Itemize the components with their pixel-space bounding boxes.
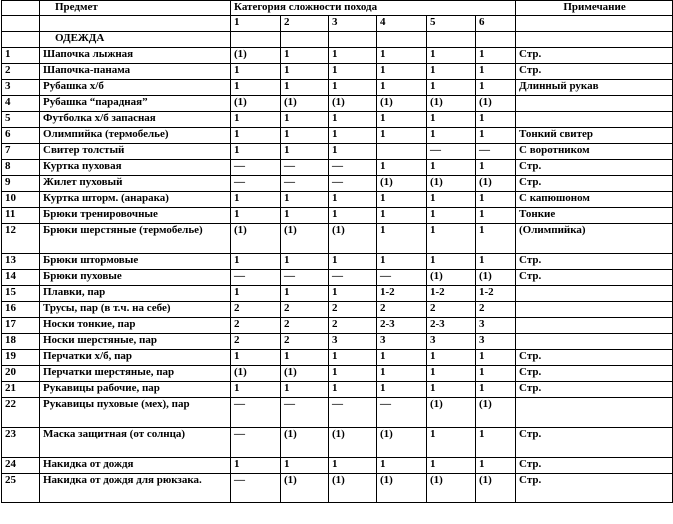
level-5-value: 1 [427, 254, 476, 270]
note-cell [516, 112, 673, 128]
header-levels-blank-3 [516, 16, 673, 32]
level-1-value: 2 [231, 318, 281, 334]
level-6-value: 1 [476, 160, 516, 176]
level-1-value: — [231, 160, 281, 176]
note-cell: Тонкий свитер [516, 128, 673, 144]
level-4-value: 1 [377, 192, 427, 208]
level-6-value: 1 [476, 128, 516, 144]
note-cell: Стр. [516, 176, 673, 192]
section-blank [231, 32, 281, 48]
item-name: Футболка х/б запасная [40, 112, 231, 128]
level-3-value: 1 [329, 382, 377, 398]
level-1-value: — [231, 398, 281, 428]
level-6-value: 1 [476, 458, 516, 474]
item-name: Перчатки шерстяные, пар [40, 366, 231, 382]
level-5: 5 [427, 16, 476, 32]
row-number: 25 [2, 474, 40, 503]
level-3-value: (1) [329, 96, 377, 112]
row-number: 20 [2, 366, 40, 382]
level-2-value: 2 [281, 334, 329, 350]
note-cell [516, 398, 673, 428]
level-5-value: 2-3 [427, 318, 476, 334]
level-6-value: 1 [476, 48, 516, 64]
item-name: Брюки штормовые [40, 254, 231, 270]
level-4-value: (1) [377, 428, 427, 458]
table-row [2, 334, 673, 350]
row-number: 10 [2, 192, 40, 208]
level-4-value: 1 [377, 208, 427, 224]
level-4-value: — [377, 398, 427, 428]
level-1-value: 1 [231, 112, 281, 128]
level-4-value: 1 [377, 366, 427, 382]
note-cell [516, 334, 673, 350]
level-2-value: 2 [281, 302, 329, 318]
row-number: 3 [2, 80, 40, 96]
level-6-value: (1) [476, 176, 516, 192]
level-5-value: (1) [427, 176, 476, 192]
section-blank [281, 32, 329, 48]
level-6-value: 1 [476, 366, 516, 382]
section-blank [476, 32, 516, 48]
level-2-value: (1) [281, 474, 329, 503]
level-6-value: 1 [476, 428, 516, 458]
row-number: 9 [2, 176, 40, 192]
note-cell: Стр. [516, 366, 673, 382]
item-name: Трусы, пар (в т.ч. на себе) [40, 302, 231, 318]
level-4-value: 1 [377, 224, 427, 254]
level-2-value: 1 [281, 382, 329, 398]
row-number: 11 [2, 208, 40, 224]
level-2-value: (1) [281, 224, 329, 254]
level-2-value: 1 [281, 80, 329, 96]
level-3-value: 1 [329, 366, 377, 382]
note-cell: (Олимпийка) [516, 224, 673, 254]
item-name: Жилет пуховый [40, 176, 231, 192]
header-levels-row [2, 16, 673, 32]
note-cell: Стр. [516, 270, 673, 286]
header-row [2, 1, 673, 16]
level-2-value: 2 [281, 318, 329, 334]
item-name: Носки тонкие, пар [40, 318, 231, 334]
item-name: Перчатки х/б, пар [40, 350, 231, 366]
section-title: ОДЕЖДА [40, 32, 231, 48]
level-1-value: 2 [231, 302, 281, 318]
note-cell [516, 96, 673, 112]
level-3-value: 1 [329, 64, 377, 80]
table-row [2, 474, 673, 503]
level-5-value: 1 [427, 350, 476, 366]
level-6: 6 [476, 16, 516, 32]
level-1-value: 1 [231, 254, 281, 270]
level-4-value [377, 144, 427, 160]
level-1-value: (1) [231, 96, 281, 112]
table-row [2, 112, 673, 128]
level-3-value: 1 [329, 144, 377, 160]
note-cell: Стр. [516, 350, 673, 366]
level-2-value: 1 [281, 286, 329, 302]
level-4-value: 1 [377, 160, 427, 176]
level-5-value: 1 [427, 382, 476, 398]
level-3-value: 1 [329, 350, 377, 366]
item-name: Накидка от дождя [40, 458, 231, 474]
level-6-value: 1 [476, 192, 516, 208]
level-4-value: 1-2 [377, 286, 427, 302]
item-name: Рукавицы рабочие, пар [40, 382, 231, 398]
level-4-value: (1) [377, 474, 427, 503]
level-2-value: 1 [281, 208, 329, 224]
level-5-value: 1 [427, 160, 476, 176]
section-blank [427, 32, 476, 48]
level-2-value: — [281, 160, 329, 176]
note-cell: Стр. [516, 474, 673, 503]
table-row [2, 254, 673, 270]
level-5-value: 1 [427, 48, 476, 64]
note-cell: Стр. [516, 48, 673, 64]
level-6-value: — [476, 144, 516, 160]
table-row [2, 302, 673, 318]
level-6-value: 1-2 [476, 286, 516, 302]
header-item: Предмет [40, 1, 231, 16]
row-number: 6 [2, 128, 40, 144]
section-blank [516, 32, 673, 48]
level-3-value: 1 [329, 48, 377, 64]
table-row [2, 382, 673, 398]
level-5-value: 1 [427, 192, 476, 208]
level-6-value: 1 [476, 112, 516, 128]
level-1-value: 1 [231, 128, 281, 144]
note-cell [516, 302, 673, 318]
item-name: Куртка шторм. (анарака) [40, 192, 231, 208]
level-3-value: — [329, 160, 377, 176]
row-number: 5 [2, 112, 40, 128]
level-4-value: 1 [377, 128, 427, 144]
level-2-value: 1 [281, 112, 329, 128]
level-5-value: 1 [427, 80, 476, 96]
level-1-value: 1 [231, 64, 281, 80]
level-2-value: (1) [281, 428, 329, 458]
level-6-value: (1) [476, 474, 516, 503]
level-6-value: 1 [476, 254, 516, 270]
item-name: Брюки шерстяные (термобелье) [40, 224, 231, 254]
level-1-value: 1 [231, 382, 281, 398]
row-number: 12 [2, 224, 40, 254]
level-4-value: — [377, 270, 427, 286]
level-1-value: — [231, 474, 281, 503]
section-blank [329, 32, 377, 48]
level-6-value: (1) [476, 270, 516, 286]
table-row [2, 398, 673, 428]
level-4-value: 1 [377, 64, 427, 80]
level-5-value: (1) [427, 270, 476, 286]
level-2-value: 1 [281, 350, 329, 366]
note-cell: Длинный рукав [516, 80, 673, 96]
level-4-value: 3 [377, 334, 427, 350]
header-note: Примечание [516, 1, 673, 16]
table-row [2, 366, 673, 382]
level-4-value: 2-3 [377, 318, 427, 334]
level-1-value: (1) [231, 224, 281, 254]
level-5-value: (1) [427, 96, 476, 112]
row-number: 23 [2, 428, 40, 458]
row-number: 18 [2, 334, 40, 350]
item-name: Рубашка “парадная” [40, 96, 231, 112]
level-1-value: 1 [231, 144, 281, 160]
equipment-table [1, 0, 673, 503]
level-4-value: 1 [377, 350, 427, 366]
note-cell: С воротником [516, 144, 673, 160]
row-number: 7 [2, 144, 40, 160]
note-cell [516, 318, 673, 334]
table-row [2, 80, 673, 96]
level-2: 2 [281, 16, 329, 32]
table-row [2, 224, 673, 254]
level-3-value: 1 [329, 286, 377, 302]
level-6-value: (1) [476, 398, 516, 428]
level-3: 3 [329, 16, 377, 32]
level-2-value: 1 [281, 144, 329, 160]
level-3-value: 1 [329, 128, 377, 144]
table-row [2, 96, 673, 112]
level-1-value: 1 [231, 208, 281, 224]
level-5-value: 1 [427, 428, 476, 458]
level-3-value: (1) [329, 428, 377, 458]
level-3-value: — [329, 176, 377, 192]
level-5-value: 1 [427, 112, 476, 128]
level-6-value: 1 [476, 208, 516, 224]
table-row [2, 48, 673, 64]
row-number: 14 [2, 270, 40, 286]
level-1-value: 1 [231, 350, 281, 366]
row-number: 17 [2, 318, 40, 334]
row-number: 13 [2, 254, 40, 270]
level-2-value: 1 [281, 64, 329, 80]
level-3-value: 3 [329, 334, 377, 350]
level-5-value: 1 [427, 224, 476, 254]
table-row [2, 428, 673, 458]
table-row [2, 270, 673, 286]
item-name: Плавки, пар [40, 286, 231, 302]
item-name: Свитер толстый [40, 144, 231, 160]
level-4-value: 1 [377, 112, 427, 128]
item-name: Шапочка лыжная [40, 48, 231, 64]
level-3-value: 1 [329, 192, 377, 208]
level-4-value: 1 [377, 254, 427, 270]
item-name: Рукавицы пуховые (мех), пар [40, 398, 231, 428]
header-levels-blank-1 [2, 16, 40, 32]
note-cell: Тонкие [516, 208, 673, 224]
level-1-value: 1 [231, 286, 281, 302]
level-6-value: 1 [476, 224, 516, 254]
note-cell: Стр. [516, 64, 673, 80]
level-2-value: — [281, 398, 329, 428]
header-number-cell [2, 1, 40, 16]
table-row [2, 144, 673, 160]
level-1-value: 1 [231, 80, 281, 96]
level-6-value: (1) [476, 96, 516, 112]
item-name: Брюки тренировочные [40, 208, 231, 224]
note-cell: Стр. [516, 382, 673, 398]
level-1-value: 1 [231, 192, 281, 208]
note-cell: Стр. [516, 428, 673, 458]
item-name: Накидка от дождя для рюкзака. [40, 474, 231, 503]
item-name: Олимпийка (термобелье) [40, 128, 231, 144]
level-4-value: (1) [377, 96, 427, 112]
level-2-value: — [281, 270, 329, 286]
level-6-value: 1 [476, 64, 516, 80]
level-6-value: 1 [476, 382, 516, 398]
level-5-value: 1 [427, 64, 476, 80]
level-6-value: 1 [476, 80, 516, 96]
level-3-value: 2 [329, 318, 377, 334]
level-1-value: (1) [231, 48, 281, 64]
level-1-value: 1 [231, 458, 281, 474]
level-2-value: (1) [281, 96, 329, 112]
item-name: Куртка пуховая [40, 160, 231, 176]
level-1-value: — [231, 270, 281, 286]
level-3-value: — [329, 270, 377, 286]
level-3-value: (1) [329, 224, 377, 254]
level-4: 4 [377, 16, 427, 32]
level-4-value: 1 [377, 382, 427, 398]
level-6-value: 3 [476, 318, 516, 334]
level-1-value: (1) [231, 366, 281, 382]
level-2-value: 1 [281, 48, 329, 64]
row-number: 4 [2, 96, 40, 112]
level-1-value: 2 [231, 334, 281, 350]
level-4-value: 1 [377, 48, 427, 64]
level-5-value: 1-2 [427, 286, 476, 302]
level-5-value: (1) [427, 398, 476, 428]
section-row [2, 32, 673, 48]
row-number: 8 [2, 160, 40, 176]
level-6-value: 2 [476, 302, 516, 318]
level-5-value: (1) [427, 474, 476, 503]
row-number: 1 [2, 48, 40, 64]
note-cell: Стр. [516, 458, 673, 474]
table-row [2, 128, 673, 144]
level-1: 1 [231, 16, 281, 32]
table-row [2, 208, 673, 224]
level-2-value: 1 [281, 128, 329, 144]
level-6-value: 1 [476, 350, 516, 366]
section-blank [2, 32, 40, 48]
item-name: Брюки пуховые [40, 270, 231, 286]
level-3-value: — [329, 398, 377, 428]
level-4-value: 1 [377, 80, 427, 96]
level-6-value: 3 [476, 334, 516, 350]
table-row [2, 192, 673, 208]
row-number: 21 [2, 382, 40, 398]
level-5-value: 1 [427, 366, 476, 382]
item-name: Маска защитная (от солнца) [40, 428, 231, 458]
level-3-value: 1 [329, 254, 377, 270]
level-5-value: 2 [427, 302, 476, 318]
note-cell: С капюшоном [516, 192, 673, 208]
item-name: Рубашка х/б [40, 80, 231, 96]
level-4-value: 1 [377, 458, 427, 474]
level-5-value: 3 [427, 334, 476, 350]
table-row [2, 64, 673, 80]
header-category: Категория сложности похода [231, 1, 516, 16]
level-2-value: 1 [281, 192, 329, 208]
level-3-value: 1 [329, 112, 377, 128]
level-5-value: — [427, 144, 476, 160]
table-row [2, 286, 673, 302]
level-3-value: 1 [329, 458, 377, 474]
level-2-value: — [281, 176, 329, 192]
level-3-value: (1) [329, 474, 377, 503]
row-number: 24 [2, 458, 40, 474]
level-5-value: 1 [427, 458, 476, 474]
note-cell: Стр. [516, 254, 673, 270]
table-row [2, 160, 673, 176]
level-2-value: 1 [281, 254, 329, 270]
level-4-value: (1) [377, 176, 427, 192]
level-5-value: 1 [427, 208, 476, 224]
section-blank [377, 32, 427, 48]
table-row [2, 458, 673, 474]
row-number: 19 [2, 350, 40, 366]
item-name: Носки шерстяные, пар [40, 334, 231, 350]
level-3-value: 2 [329, 302, 377, 318]
header-levels-blank-2 [40, 16, 231, 32]
level-3-value: 1 [329, 80, 377, 96]
row-number: 15 [2, 286, 40, 302]
table-row [2, 318, 673, 334]
row-number: 22 [2, 398, 40, 428]
note-cell: Стр. [516, 160, 673, 176]
note-cell [516, 286, 673, 302]
table-row [2, 350, 673, 366]
level-5-value: 1 [427, 128, 476, 144]
level-3-value: 1 [329, 208, 377, 224]
row-number: 2 [2, 64, 40, 80]
level-2-value: 1 [281, 458, 329, 474]
level-1-value: — [231, 428, 281, 458]
level-2-value: (1) [281, 366, 329, 382]
row-number: 16 [2, 302, 40, 318]
level-4-value: 2 [377, 302, 427, 318]
item-name: Шапочка-панама [40, 64, 231, 80]
level-1-value: — [231, 176, 281, 192]
table-row [2, 176, 673, 192]
